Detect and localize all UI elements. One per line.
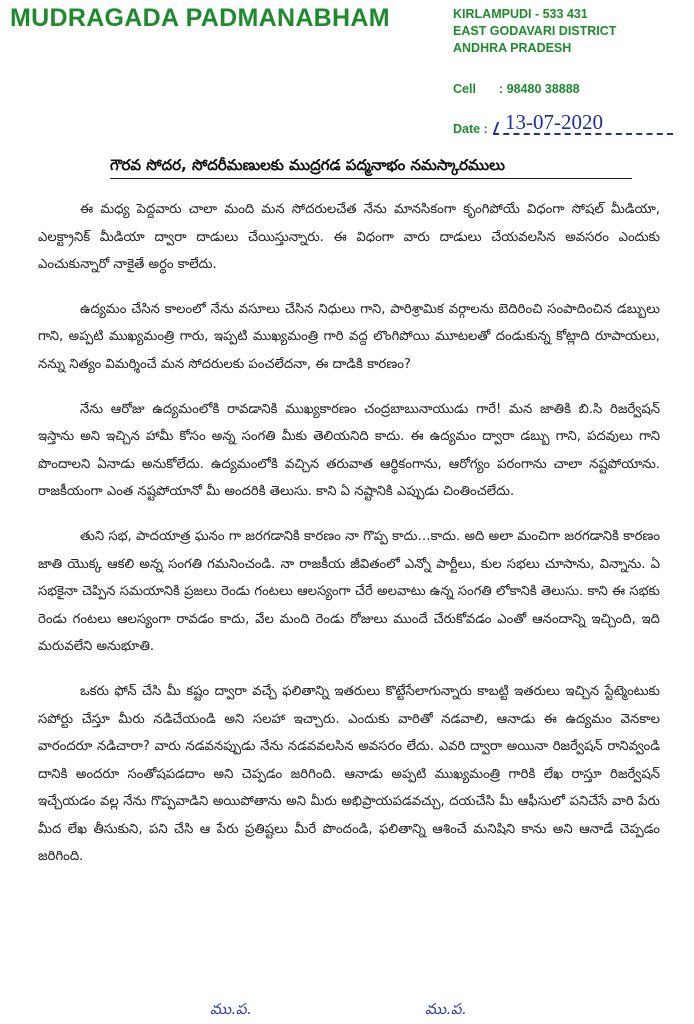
paragraph-5: ఒకరు ఫోన్ చేసి మీ కష్టం ద్వారా వచ్చే ఫలితాన్ని ఇతరులు కొట్టేసేలాగున్నారు కాబట్టి ఇతరులు ఇచ్చిన స్టేట్మెంటుకు సపోర్టు చేస్తూ మీరు నడిచేయండి అని సలహా ఇచ్చారు. ఎందుకు వారితో నడవాలి, ఆనాడు ఈ ఉద్యమం వెనకాల వారందరూ నడిచారా? వారు నడవనప్పుడు నేను నడవవలసిన అవసరం లేదు. ఎవరి ద్వారా అయినా రిజర్వేషన్ రానివ్వండి దానికి అందరూ సంతోషపడదాం అని చెప్పడం జరిగింది. ఆనాడు అప్పటి ముఖ్యమంత్రి గారికి లేఖ రాస్తూ రిజర్వేషన్ ఇచ్చేయడం వల్ల నేను గొప్పవాడిని అయిపోతాను అని మీరు అభిప్రాయపడవచ్చు, దయచేసి మీ ఆఫీసులో పనిచేసే వారి పేరు మీద లేఖ తీసుకుని, పని చేసి ఆ పేరు ప్రతిష్టలు మీరే పొందండి, ఫలితాన్ని ఆశించే మనిషిని కాను అని ఆనాడే చెప్పడం జరిగింది. xyxy=(38,683,660,865)
letter-body xyxy=(38,196,660,888)
letterhead-name: MUDRAGADA PADMANABHAM xyxy=(10,4,390,32)
date-label: Date : xyxy=(453,122,488,136)
date-row xyxy=(453,112,683,142)
cell-label: Cell xyxy=(453,82,476,96)
signature-right: ము.ప. xyxy=(425,1000,467,1018)
salutation-heading: గౌరవ సోదర, సోదరీమణులకు ముద్రగడ పద్మనాభం నమస్కారములు xyxy=(110,156,505,174)
paragraph-1: ఈ మధ్య పెద్దవారు చాలా మంది మన సోదరులచేత నేను మానసికంగా కృంగిపోయే విధంగా సోషల్ మీడియా, ఎలక్ట్రానిక్ మీడియా ద్వారా దాడులు చేయిస్తున్నారు. ఈ విధంగా వారు దాడులు చేయవలసిన అవసరం ఎందుకు ఎంచుకున్నారో నాకైతే అర్థం కాలేదు. xyxy=(38,202,660,273)
address-line-state: ANDHRA PRADESH xyxy=(453,41,572,55)
cell-row xyxy=(453,82,580,96)
address-line-village: KIRLAMPUDI - 533 431 xyxy=(453,7,588,21)
paragraph-2: ఉద్యమం చేసిన కాలంలో నేను వసూలు చేసిన నిధులు గాని, పారిశ్రామిక వర్గాలను బెదిరించి సంపాదించిన డబ్బులు గాని, అప్పటి ముఖ్యమంత్రి గారు, ఇప్పటి ముఖ్యమంత్రి గారి వద్ద లొంగిపోయి మూటలతో దండుకున్న కోట్లాది రూపాయలు, నన్ను నిత్యం విమర్శించే మన సోదరులకు పంచలేదనా, ఈ దాడికి కారణం? xyxy=(38,301,660,372)
paragraph-4: తుని సభ, పాదయాత్ర ఘనం గా జరగడానికి కారణం నా గొప్ప కాదు…కాదు. అది అలా మంచిగా జరగడానికి కారణం జాతి యొక్క ఆకలి అన్న సంగతి గమనించండి. నా రాజకీయ జీవితంలో ఎన్నో పార్టీలు, కుల సభలు చూసాను, విన్నాను. ఏ సభకైనా చెప్పిన సమయానికి ప్రజలు రెండు గంటలు ఆలస్యంగా చేరే అలవాటు ఉన్న సంగతి లోకానికి తెలుసు. కాని ఈ సభకు రెండు గంటలు ఆలస్యంగా రావడం కాదు, వేల మంది రెండు రోజులు ముందే చేరుకోవడం ఎంతో ఆనందాన్ని ఇచ్చింది, ఇది మరువలేని అనుభూతి. xyxy=(38,528,660,655)
letterhead-address xyxy=(453,6,616,57)
signature-left: ము.ప. xyxy=(210,1000,252,1018)
address-line-district: EAST GODAVARI DISTRICT xyxy=(453,24,617,38)
salutation-underline xyxy=(110,178,632,179)
date-value: 13-07-2020 xyxy=(505,110,603,134)
cell-number: : 98480 38888 xyxy=(499,82,580,96)
paragraph-3: నేను ఆరోజు ఉద్యమంలోకి రావడానికి ముఖ్యకారణం చంద్రబాబునాయుడు గారే! మన జాతికి బి.సి రిజర్వేషన్ ఇస్తాను అని ఇచ్చిన హామీ కోసం అన్న సంగతి మీకు తెలియనిది కాదు. ఈ ఉద్యమం ద్వారా డబ్బు గాని, పదవులు గాని పొందాలని ఏనాడు అనుకోలేదు. ఉద్యమంలోకి వచ్చిన తరువాత ఆర్థికంగాను, ఆరోగ్యం పరంగాను చాలా నష్టపోయాను. రాజకీయంగా ఎంత నష్టపోయానో మీ అందరికి తెలుసు. కాని ఏ నష్టానికి ఎప్పుడు చింతించలేదు. xyxy=(38,401,660,500)
